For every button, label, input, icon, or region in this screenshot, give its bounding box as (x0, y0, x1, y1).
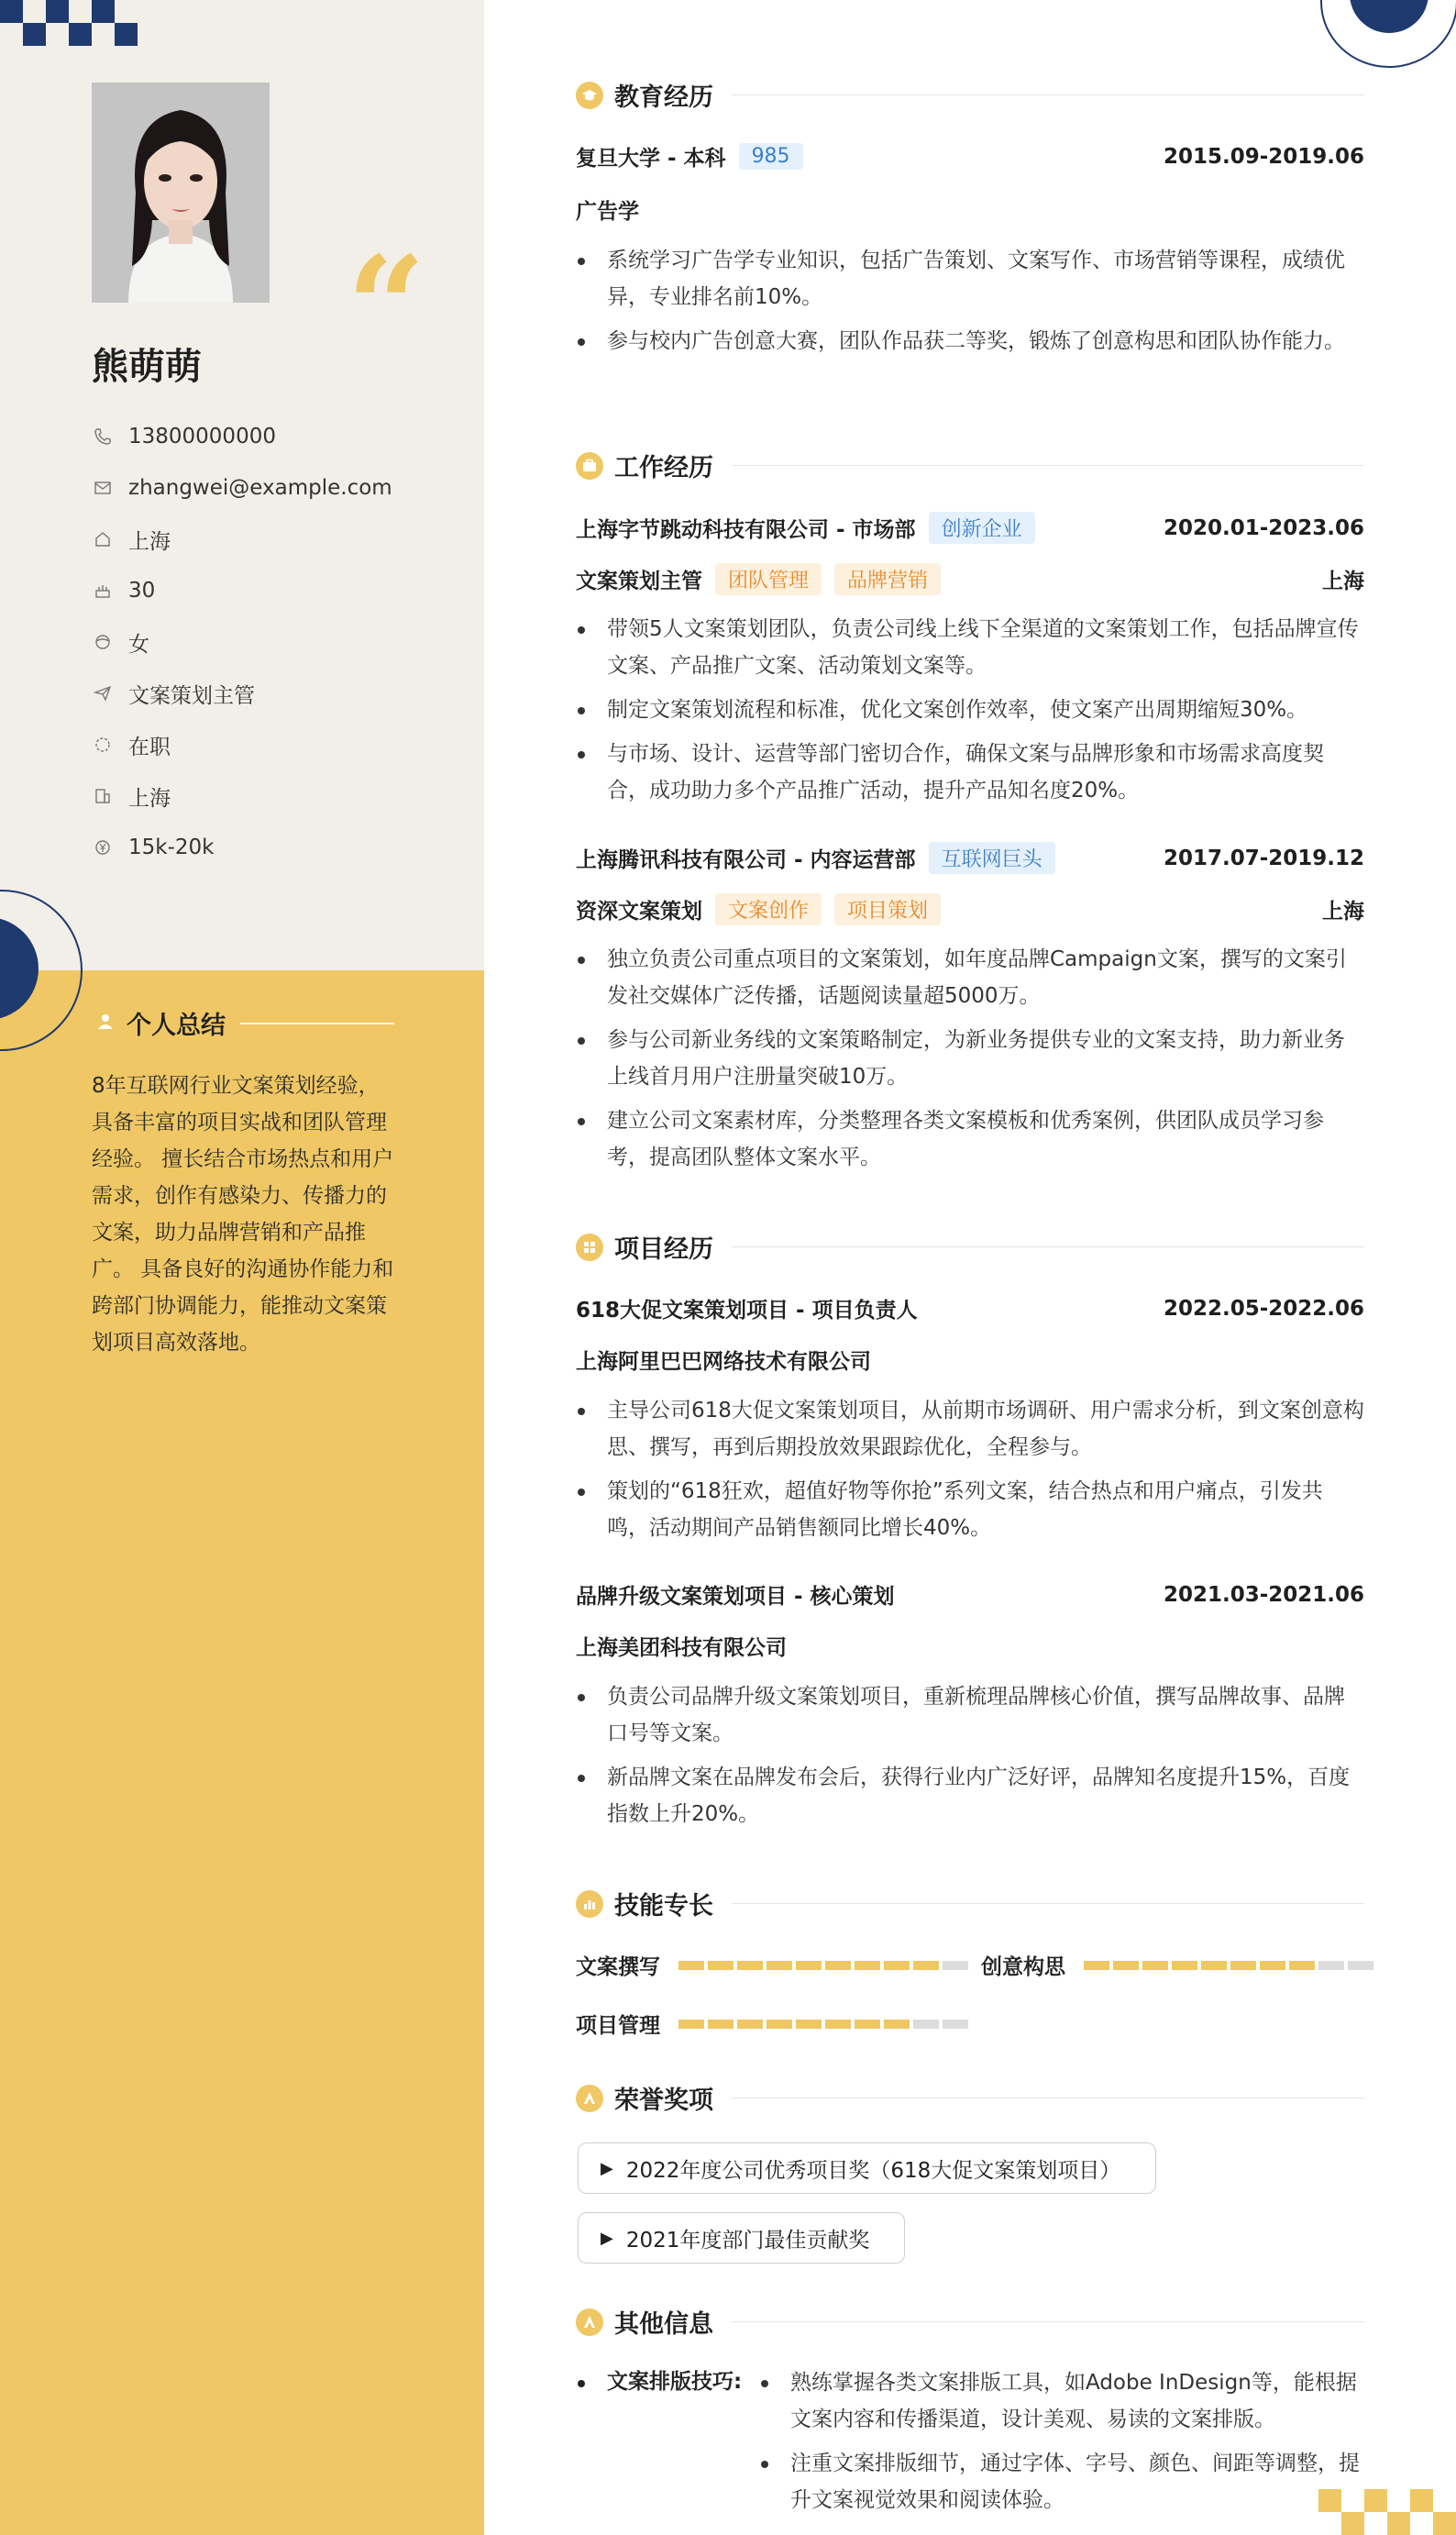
contact-status (92, 719, 458, 770)
job-row (576, 512, 1364, 544)
job-bullets (576, 611, 1364, 816)
contact-status-text: 在职 (128, 735, 171, 759)
contact-gender-text: 女 (128, 632, 149, 657)
skill-name: 文案撰写 (576, 1955, 660, 1979)
job-bullet: 制定文案策划流程和标准，优化文案创作效率，使文案产出周期缩短30%。 (576, 692, 1364, 728)
contact-phone (92, 411, 458, 462)
job-role-tag: 项目策划 (834, 893, 941, 925)
skill-segment (913, 1961, 939, 1970)
job-role: 文案策划主管 (576, 570, 702, 593)
project-bullet: 主导公司618大促文案策划项目，从前期市场调研、用户需求分析，到文案创意构思、撰写，再到后期投放效果跟踪优化，全程参与。 (576, 1392, 1364, 1466)
project-bullet: 策划的“618狂欢，超值好物等你抢”系列文案，结合热点和用户痛点，引发共鸣，活动期间产品销售额同比增长40%。 (576, 1473, 1364, 1546)
skill-segment (1289, 1961, 1315, 1970)
contact-location (92, 514, 458, 565)
skill-segment (767, 1961, 792, 1970)
award-text: 2021年度部门最佳贡献奖 (625, 2228, 870, 2253)
awards-header (576, 2080, 1364, 2116)
project-company-row (576, 1631, 1364, 1661)
education-school: 复旦大学 - 本科 (576, 147, 726, 171)
project-date: 2022.05-2022.06 (1163, 1296, 1364, 1321)
project-row (576, 1579, 1364, 1610)
project-bullet: 新品牌文案在品牌发布会后，获得行业内广泛好评，品牌知名度提升15%，百度指数上升20%。 (576, 1759, 1364, 1832)
education-divider (732, 94, 1364, 95)
project-company-row (576, 1345, 1364, 1375)
skill-segment (1348, 1961, 1373, 1970)
send-icon (92, 682, 114, 704)
skill-segment (708, 1961, 734, 1970)
education-bullets (576, 242, 1364, 367)
other-bullets (759, 2364, 1364, 2526)
job-city: 上海 (1322, 900, 1364, 924)
job-bullet: 建立公司文案素材库，分类整理各类文案模板和优秀案例，供团队成员学习参考，提高团队整体文案水平。 (576, 1102, 1364, 1176)
profile-name: 熊萌萌 (92, 346, 202, 388)
triangle-right-icon: ▶ (601, 2158, 613, 2178)
home-icon (92, 528, 114, 550)
job-company-tag: 创新企业 (929, 512, 1035, 544)
other-divider (732, 2321, 1364, 2322)
skills-header (576, 1886, 1364, 1921)
skill-segment (796, 1961, 822, 1970)
project-date: 2021.03-2021.06 (1163, 1582, 1364, 1607)
skill-segment (678, 2020, 704, 2029)
skill-segment (737, 2020, 763, 2029)
contact-age (92, 565, 458, 616)
education-title: 教育经历 (614, 83, 713, 112)
skill-segment (943, 1961, 968, 1970)
skill-segment (1142, 1961, 1168, 1970)
skill-segment (767, 2020, 792, 2029)
gender-icon (92, 631, 114, 653)
work-divider (732, 465, 1364, 466)
summary-title: 个人总结 (127, 1012, 226, 1040)
contact-list (92, 411, 458, 873)
job-city: 上海 (1322, 570, 1364, 593)
graduation-cap-icon (576, 82, 603, 109)
contact-email-text: zhangwei@example.com (128, 476, 392, 500)
education-bullet: 参与校内广告创意大赛，团队作品获二等奖，锻炼了创意构思和团队协作能力。 (576, 323, 1364, 360)
other-bullet: 注重文案排版细节，通过字体、字号、颜色、间距等调整，提升文案视觉效果和阅读体验。 (759, 2445, 1364, 2518)
projects-title: 项目经历 (614, 1235, 713, 1264)
skill-item (576, 1950, 972, 1980)
skill-level-bar (678, 1961, 972, 1970)
skill-segment (913, 2020, 939, 2029)
skill-segment (1201, 1961, 1227, 1970)
contact-position-text: 文案策划主管 (128, 683, 255, 708)
skill-segment (1318, 1961, 1344, 1970)
contact-gender (92, 616, 458, 668)
medal-icon (576, 2085, 603, 2112)
education-date: 2015.09-2019.06 (1163, 144, 1364, 169)
work-header (576, 448, 1364, 483)
job-role: 资深文案策划 (576, 900, 702, 924)
project-bullets (576, 1678, 1364, 1840)
contact-salary (92, 822, 458, 873)
job-bullet: 独立负责公司重点项目的文案策划，如年度品牌Campaign文案，撰写的文案引发社交媒体广泛传播，话题阅读量超5000万。 (576, 941, 1364, 1014)
summary-text: 8年互联网行业文案策划经验，具备丰富的项目实战和团队管理经验。 擅长结合市场热点和用户需求，创作有感染力、传播力的文案，助力品牌营销和产品推广。 具备良好的沟通协作能力和跨部门协调能力，能推动文案策划项目高效落地。 (92, 1074, 394, 1355)
project-bullet: 负责公司品牌升级文案策划项目，重新梳理品牌核心价值，撰写品牌故事、品牌口号等文案。 (576, 1678, 1364, 1752)
skill-segment (1084, 1961, 1109, 1970)
avatar-photo (92, 83, 270, 303)
quote-mark-decoration: “ (347, 227, 417, 388)
grid-icon (576, 1234, 603, 1261)
skill-level-bar (678, 2020, 972, 2029)
project-company: 上海美团科技有限公司 (576, 1636, 787, 1660)
contact-email (92, 462, 458, 514)
award-item (578, 2212, 905, 2264)
skill-segment (737, 1961, 763, 1970)
job-role-tag: 团队管理 (715, 563, 822, 595)
skills-divider (732, 1903, 1364, 1904)
education-tag: 985 (739, 143, 803, 170)
job-company: 上海腾讯科技有限公司 - 内容运营部 (576, 848, 916, 872)
job-row (576, 842, 1364, 874)
contact-location-text: 上海 (128, 529, 171, 554)
skill-segment (943, 2020, 968, 2029)
skill-segment (1172, 1961, 1197, 1970)
project-name: 品牌升级文案策划项目 - 核心策划 (576, 1585, 895, 1609)
work-title: 工作经历 (614, 454, 713, 482)
contact-phone-text: 13800000000 (128, 425, 276, 448)
contact-salary-text: 15k-20k (128, 836, 215, 859)
job-company-tag: 互联网巨头 (929, 842, 1055, 874)
user-icon (95, 1012, 116, 1035)
contact-position (92, 668, 458, 719)
status-icon (92, 734, 114, 756)
job-bullet: 与市场、设计、运营等部门密切合作，确保文案与品牌形象和市场需求高度契合，成功助力多个产品推广活动，提升产品知名度20%。 (576, 736, 1364, 809)
building-icon (92, 785, 114, 807)
award-text: 2022年度公司优秀项目奖（618大促文案策划项目） (625, 2158, 1121, 2183)
skill-segment (884, 1961, 910, 1970)
skill-level-bar (1084, 1961, 1377, 1970)
contact-city-text: 上海 (128, 786, 171, 811)
triangle-right-icon: ▶ (601, 2228, 613, 2248)
award-item (578, 2142, 1156, 2194)
skill-segment (884, 2020, 910, 2029)
skill-segment (1260, 1961, 1285, 1970)
skill-segment (1230, 1961, 1256, 1970)
job-date: 2017.07-2019.12 (1163, 846, 1364, 870)
projects-header (576, 1229, 1364, 1265)
other-bullet: 熟练掌握各类文案排版工具，如Adobe InDesign等，能根据文案内容和传播渠道，设计美观、易读的文案排版。 (759, 2364, 1364, 2438)
contact-city (92, 770, 458, 822)
contact-age-text: 30 (128, 579, 156, 603)
project-bullets (576, 1392, 1364, 1554)
skill-segment (855, 2020, 880, 2029)
cake-icon (92, 580, 114, 602)
job-role-row (576, 563, 1364, 595)
awards-title: 荣誉奖项 (614, 2087, 713, 2115)
other-header (576, 2304, 1364, 2340)
skill-segment (1113, 1961, 1139, 1970)
mail-icon (92, 477, 114, 499)
project-company: 上海阿里巴巴网络技术有限公司 (576, 1350, 871, 1374)
job-role-row (576, 893, 1364, 925)
skill-segment (796, 2020, 822, 2029)
project-name: 618大促文案策划项目 - 项目负责人 (576, 1299, 918, 1323)
education-major-row (576, 194, 1364, 225)
briefcase-icon (576, 452, 603, 480)
skill-item (576, 2009, 972, 2039)
job-bullets (576, 941, 1364, 1183)
phone-icon (92, 426, 114, 448)
summary-divider (240, 1023, 394, 1024)
job-company: 上海字节跳动科技有限公司 - 市场部 (576, 518, 916, 542)
education-major: 广告学 (576, 200, 639, 224)
skill-name: 创意构思 (981, 1955, 1065, 1979)
skill-name: 项目管理 (576, 2014, 660, 2038)
education-header (576, 77, 1364, 113)
skill-item (981, 1950, 1377, 1980)
info-icon (576, 2308, 603, 2336)
other-title: 其他信息 (614, 2310, 713, 2339)
skill-segment (855, 1961, 880, 1970)
salary-icon (92, 836, 114, 858)
education-bullet: 系统学习广告学专业知识，包括广告策划、文案写作、市场营销等课程，成绩优异，专业排名前10%。 (576, 242, 1364, 315)
education-row (576, 141, 1364, 172)
skill-segment (825, 1961, 851, 1970)
summary-header (95, 1005, 394, 1041)
chart-bar-icon (576, 1890, 603, 1918)
skills-title: 技能专长 (614, 1892, 713, 1921)
job-role-tag: 品牌营销 (834, 563, 941, 595)
job-bullet: 参与公司新业务线的文案策略制定，为新业务提供专业的文案支持，助力新业务上线首月用户注册量突破10万。 (576, 1022, 1364, 1095)
projects-divider (732, 1246, 1364, 1247)
job-date: 2020.01-2023.06 (1163, 515, 1364, 540)
skill-segment (678, 1961, 704, 1970)
other-label: 文案排版技巧: (576, 2364, 742, 2395)
project-row (576, 1293, 1364, 1323)
job-bullet: 带领5人文案策划团队，负责公司线上线下全渠道的文案策划工作，包括品牌宣传文案、产品推广文案、活动策划文案等。 (576, 611, 1364, 684)
skill-segment (708, 2020, 734, 2029)
skill-segment (825, 2020, 851, 2029)
job-role-tag: 文案创作 (715, 893, 822, 925)
